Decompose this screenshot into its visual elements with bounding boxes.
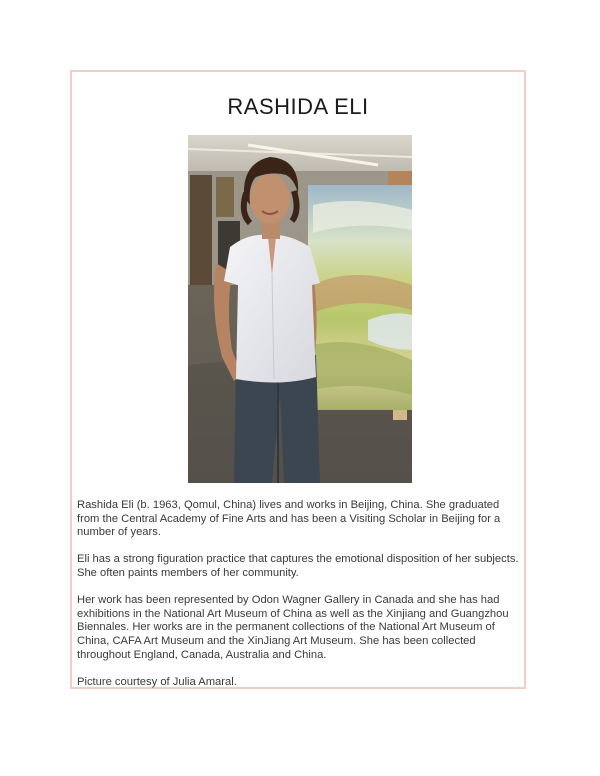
artist-bio xyxy=(77,499,523,703)
profile-card xyxy=(70,70,526,689)
artist-photo xyxy=(188,135,412,483)
bio-paragraph: Eli has a strong figuration practice that captures the emotional disposition of her subjects. She often paints members of her community. xyxy=(77,553,519,579)
bio-paragraph: Rashida Eli (b. 1963, Qomul, China) lives and works in Beijing, China. She graduated from the Central Academy of Fine Arts and has been a Visiting Scholar in Beijing for a number of years. xyxy=(77,499,501,539)
photo-credit: Picture courtesy of Julia Amaral. xyxy=(77,675,237,688)
page-title: RASHIDA ELI xyxy=(227,94,369,119)
bio-paragraph: Her work has been represented by Odon Wagner Gallery in Canada and she has had exhibitions in the National Art Museum of China as well as the Xinjiang and Guangzhou Biennales. Her works are in the permanent collections of the National Art Museum of China, CAFA Art Museum and the XinJiang Art Museum. She has been collected throughout England, Canada, Australia and China. xyxy=(77,594,509,661)
